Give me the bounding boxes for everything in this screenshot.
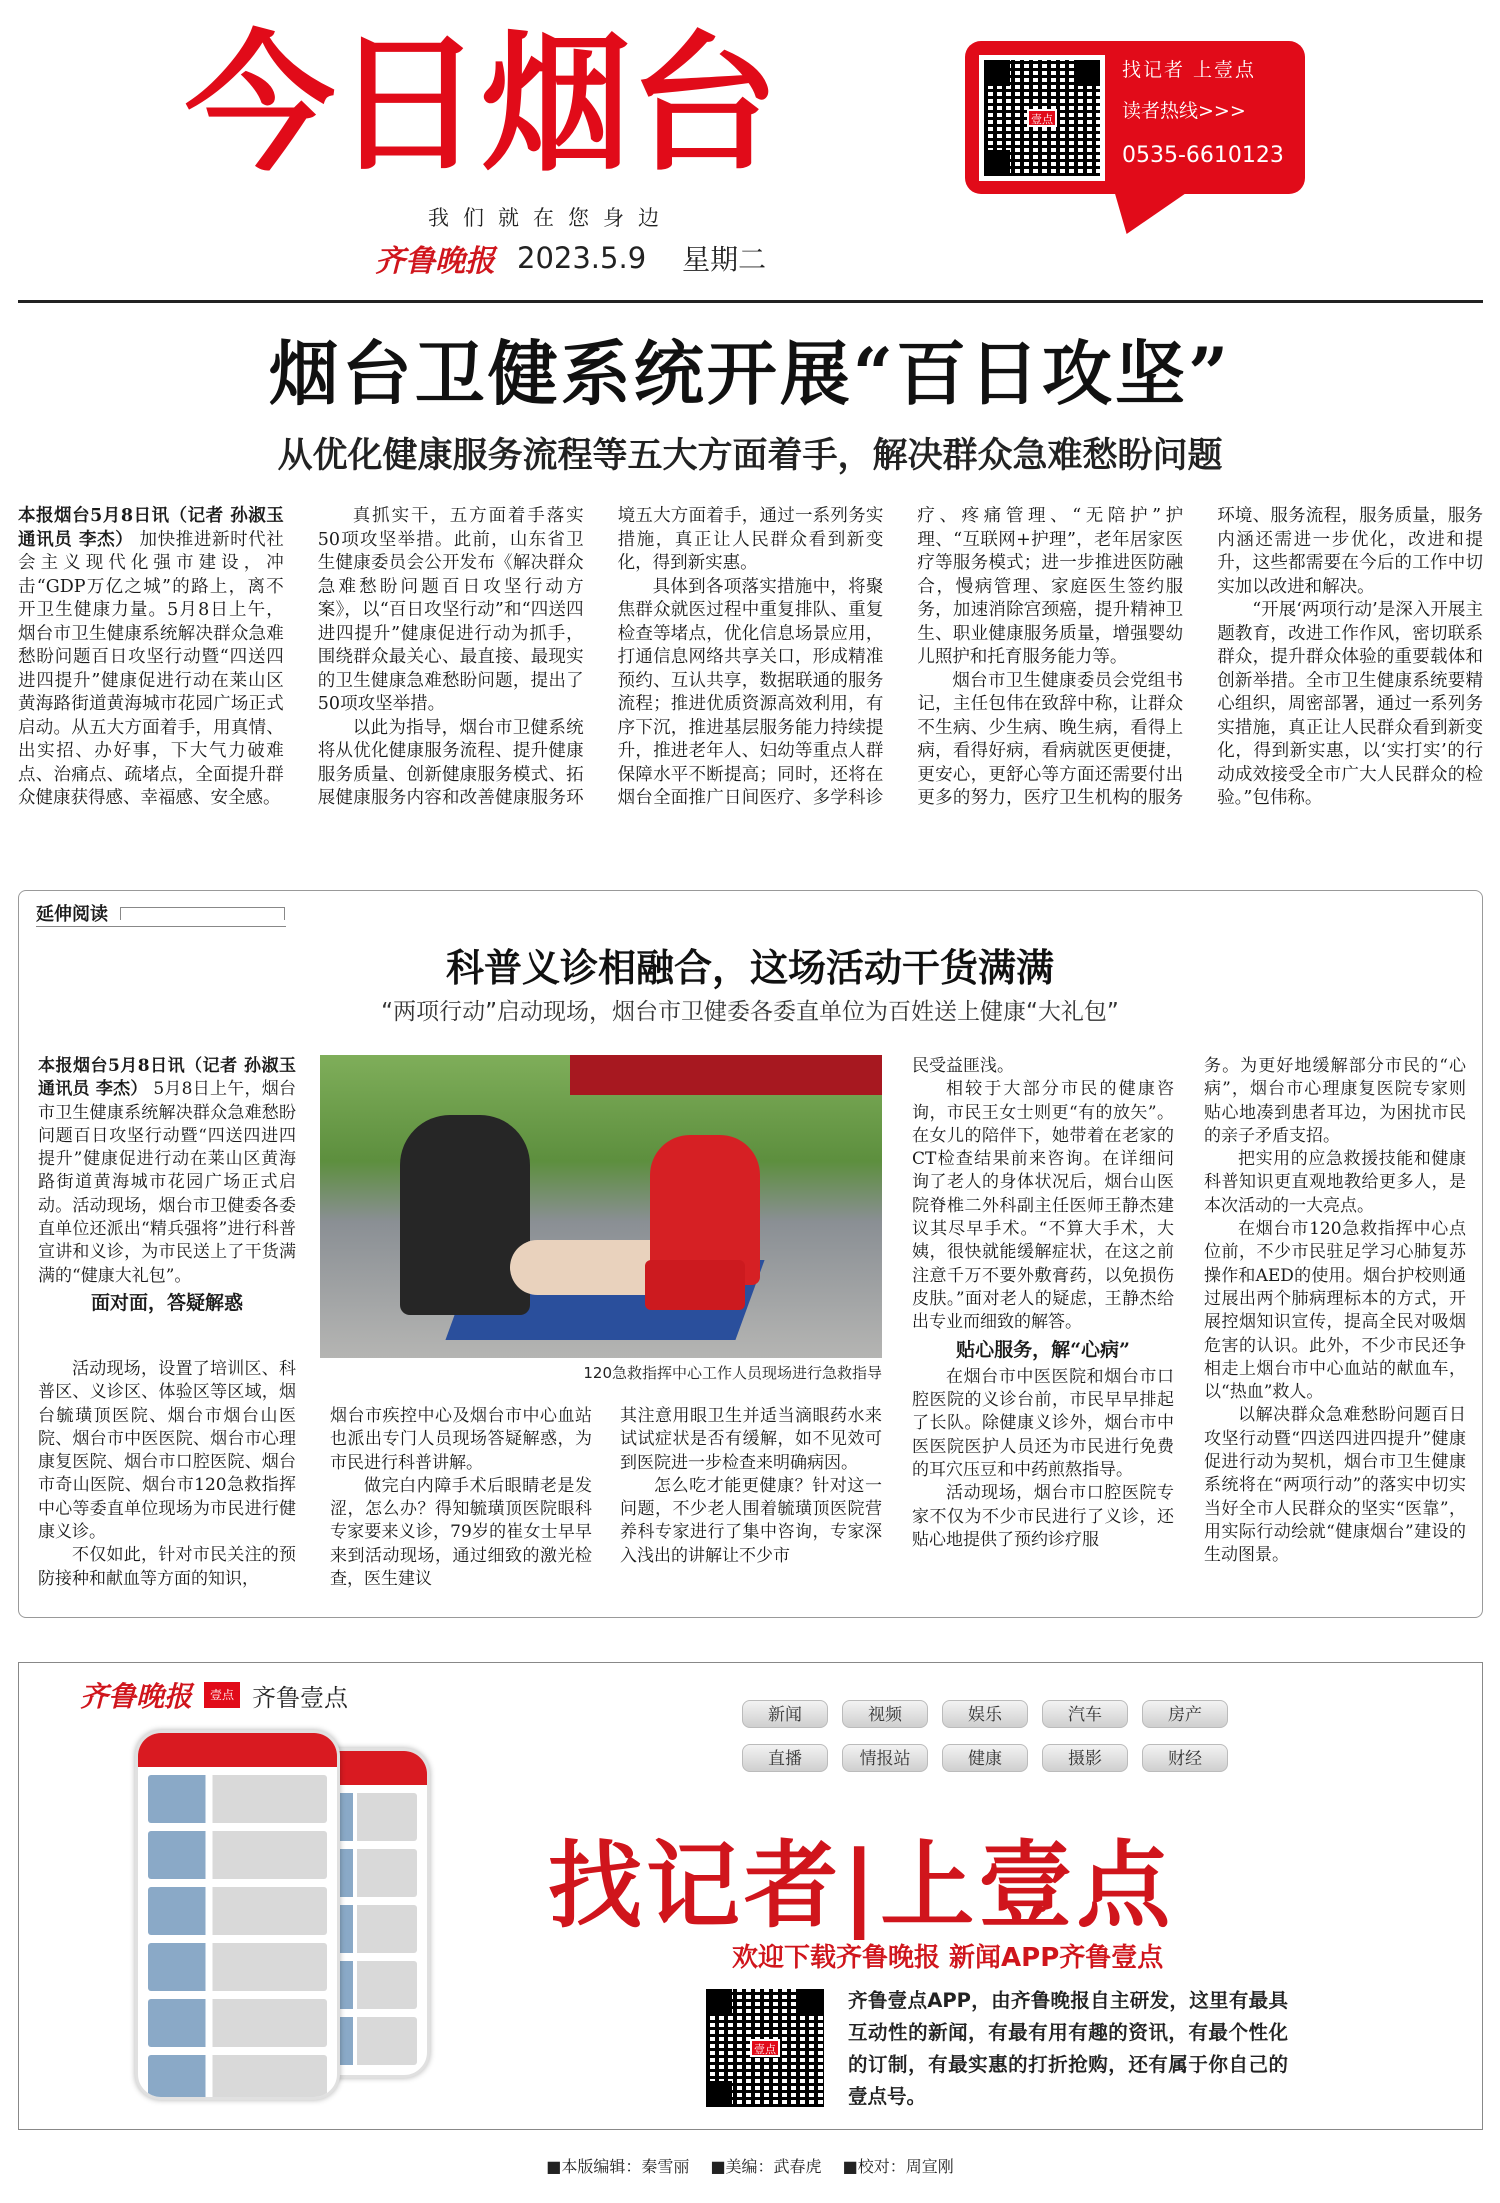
newspaper-logo: 今日烟台 — [185, 18, 778, 192]
extended-column-5 — [1204, 1055, 1466, 1607]
extended-column-1 — [38, 1055, 296, 1345]
article-paragraph: 以此为指导，烟台市卫健系统将从优化健康服务流程、提升健康服务质量、创新健康服务模式、拓展健康服务内容和改善健康服务环境五大方面着手，通过一系列务实措施，真正让人民群众看到新变化，得到新实惠。 — [317, 506, 884, 808]
paper-name: 齐鲁晚报 — [375, 244, 495, 279]
news-photo[interactable] — [320, 1055, 882, 1358]
masthead — [0, 0, 1500, 300]
main-subheadline: 从优化健康服务流程等五大方面着手，解决群众急难愁盼问题 — [277, 436, 1223, 476]
app-logo-icon: 壹点 — [204, 1682, 240, 1708]
main-article — [18, 505, 1483, 835]
article-paragraph — [18, 505, 284, 811]
dateline: 本报烟台5月8日讯（记者 孙淑玉 通讯员 李杰） — [38, 1056, 296, 1100]
photo-caption: 120急救指挥中心工作人员现场进行急救指导 — [583, 1364, 882, 1382]
photo-person-kneeling — [400, 1115, 530, 1315]
ad-download-line: 欢迎下载齐鲁晚报 新闻APP齐鲁壹点 — [732, 1943, 1164, 1973]
article-paragraph: 烟台市疾控中心及烟台市中心血站也派出专门人员现场答疑解惑，为市民进行科普讲解。 — [330, 1406, 592, 1473]
ad-tag[interactable]: 财经 — [1142, 1744, 1228, 1772]
photo-first-aid-kit — [645, 1260, 745, 1310]
article-paragraph: 烟台市卫生健康委员会党组书记，主任包伟在致辞中称，让群众不生病、少生病、晚生病，看得上病，看得好病，看病就医更便捷，更安心，更舒心等方面还需要付出更多的努力，医疗卫生机构的服务环境、服务流程，服务质量，服务内涵还需进一步优化，改进和提升，这些都需要在今后的工作中切实加以改进和解决。 — [917, 506, 1483, 808]
article-paragraph: 在烟台市中医医院和烟台市口腔医院的义诊台前，市民早早排起了长队。除健康义诊外，烟台市中医医院医护人员还为市民进行免费的耳穴压豆和中药煎熬指导。 — [912, 1366, 1174, 1481]
extended-column-4 — [912, 1055, 1174, 1607]
article-paragraph: 做完白内障手术后眼睛老是发涩，怎么办？得知毓璜顶医院眼科专家要来义诊，79岁的崔女士早早来到活动现场，通过细致的激光检查，医生建议 — [330, 1475, 592, 1590]
ad-tag[interactable]: 新闻 — [742, 1700, 828, 1728]
ad-brand — [80, 1675, 348, 1715]
extended-column-1b — [38, 1358, 296, 1608]
hotline-label: 读者热线>>> — [1122, 100, 1246, 122]
paragraph-text: 加快推进新时代社会主义现代化强市建设，冲击“GDP万亿之城”的路上，离不开卫生健康力量。5月8日上午，烟台市卫生健康系统解决群众急难愁盼问题百日攻坚行动暨“四送四进四提升”健康促进行动在莱山区黄海路街道黄海城市花园广场正式启动。从五大方面着手，用真情、出实招、办好事，下大气力破难点、治痛点、疏堵点，全面提升群众健康获得感、幸福感、安全感。 — [18, 529, 284, 808]
ad-category-tags — [742, 1700, 1212, 1772]
article-paragraph: 把实用的应急救援技能和健康科普知识更直观地教给更多人，是本次活动的一大亮点。 — [1204, 1149, 1466, 1216]
extended-column-3 — [620, 1405, 882, 1605]
ad-tag[interactable]: 娱乐 — [942, 1700, 1028, 1728]
extended-column-2 — [330, 1405, 592, 1605]
ad-tag[interactable]: 健康 — [942, 1744, 1028, 1772]
hotline-text — [1122, 55, 1284, 168]
slogan: 我们就在您身边 — [428, 206, 673, 230]
article-paragraph: 活动现场，烟台市口腔医院专家不仅为不少市民进行了义诊，还贴心地提供了预约诊疗服 — [912, 1483, 1174, 1550]
date-bar — [375, 236, 766, 280]
hotline-title: 找记者 上壹点 — [1122, 59, 1257, 81]
section-heading: 贴心服务，解“心病” — [956, 1338, 1130, 1361]
article-paragraph: 怎么吃才能更健康？针对这一问题，不少老人围着毓璜顶医院营养科专家进行了集中咨询，专家深入浅出的讲解让不少市 — [620, 1475, 882, 1566]
credit-editor: ■本版编辑：秦雪丽 — [546, 2157, 690, 2176]
ad-tag[interactable]: 视频 — [842, 1700, 928, 1728]
credit-designer: ■美编：武春虎 — [710, 2157, 822, 2176]
ad-tag[interactable]: 房产 — [1142, 1700, 1228, 1728]
ad-brand-app: 齐鲁壹点 — [252, 1683, 349, 1712]
ad-slogan: 找记者|上壹点 — [548, 1832, 1175, 1941]
extended-headline: 科普义诊相融合，这场活动干货满满 — [445, 945, 1054, 990]
app-qr-code-icon[interactable] — [702, 1985, 828, 2111]
article-paragraph: 务。为更好地缓解部分市民的“心病”，烟台市心理康复医院专家则贴心地凑到患者耳边，为困扰市民的亲子矛盾支招。 — [1204, 1056, 1466, 1146]
dateline: 本报烟台5月8日讯（记者 孙淑玉 通讯员 李杰） — [18, 506, 284, 550]
issue-date: 2023.5.9 — [517, 241, 647, 275]
ad-tag[interactable]: 汽车 — [1042, 1700, 1128, 1728]
qr-code-icon[interactable] — [979, 55, 1105, 181]
speech-bubble-tail — [1097, 188, 1194, 234]
article-paragraph: 活动现场，设置了培训区、科普区、义诊区、体验区等区域，烟台毓璜顶医院、烟台市烟台山医院、烟台市中医医院、烟台市心理康复医院、烟台市口腔医院、烟台市奇山医院、烟台市120急救指挥中心等委直单位现场为市民进行健康义诊。 — [38, 1359, 296, 1543]
issue-weekday: 星期二 — [682, 243, 767, 276]
article-paragraph — [38, 1055, 296, 1288]
article-paragraph: “开展‘两项行动’是深入开展主题教育，改进工作作风，密切联系群众，提升群众体验的重要载体和创新举措。全市卫生健康系统要精心组织，周密部署，通过一系列务实措施，真正让人民群众看到新变化，得到新实惠，以‘实打实’的行动成效接受全市广大人民群众的检验。”包伟称。 — [1217, 600, 1483, 808]
article-paragraph: 在烟台市120急救指挥中心点位前，不少市民驻足学习心肺复苏操作和AED的使用。烟台护校则通过展出两个肺病理标本的方式，开展控烟知识宣传，提高全民对吸烟危害的认识。此外，不少市民还争相走上烟台市中心血站的献血车，以“热血”救人。 — [1204, 1219, 1466, 1403]
qr-mark: 壹点 — [1027, 109, 1057, 127]
article-paragraph: 其注意用眼卫生并适当滴眼药水来试试症状是否有缓解，如不见效可到医院进一步检查来明确病因。 — [620, 1406, 882, 1473]
top-divider — [18, 300, 1483, 303]
extended-reading-label: 延伸阅读 — [36, 903, 286, 927]
article-paragraph: 不仅如此，针对市民关注的预防接种和献血等方面的知识， — [38, 1545, 296, 1589]
ad-tag[interactable]: 摄影 — [1042, 1744, 1128, 1772]
ad-tag[interactable]: 情报站 — [842, 1744, 928, 1772]
page-credits — [0, 2154, 1500, 2177]
paragraph-text: 5月8日上午，烟台市卫生健康系统解决群众急难愁盼问题百日攻坚行动暨“四送四进四提升”健康促进行动在莱山区黄海路街道黄海城市花园广场正式启动。活动现场，烟台市卫健委各委直单位还派出“精兵强将”进行科普宣讲和义诊，为市民送上了干货满满的“健康大礼包”。 — [38, 1079, 296, 1286]
ad-tag[interactable]: 直播 — [742, 1744, 828, 1772]
main-headline: 烟台卫健系统开展“百日攻坚” — [268, 332, 1232, 415]
phone-mockup-front — [135, 1730, 340, 2100]
extended-subheadline: “两项行动”启动现场，烟台市卫健委各委直单位为百姓送上健康“大礼包” — [381, 999, 1119, 1025]
article-paragraph: 民受益匪浅。 — [912, 1056, 1014, 1076]
ad-brand-paper: 齐鲁晚报 — [80, 1680, 193, 1713]
credit-proofreader: ■校对：周宣刚 — [842, 2157, 954, 2176]
article-paragraph: 真抓实干，五方面着手落实50项攻坚举措。此前，山东省卫生健康委员会公开发布《解决群众急难愁盼问题百日攻坚行动方案》，以“百日攻坚行动”和“四送四进四提升”健康促进行动为抓手，围绕群众最关心、最直接、最现实的卫生健康急难愁盼问题，提出了50项攻坚举措。 — [317, 506, 584, 714]
ad-description: 齐鲁壹点APP，由齐鲁晚报自主研发，这里有最具互动性的新闻，有最有用有趣的资讯，有最个性化的订制，有最实惠的打折抢购，还有属于你自己的壹点号。 — [848, 1989, 1288, 2108]
article-paragraph: 具体到各项落实措施中，将聚焦群众就医过程中重复排队、重复检查等堵点，优化信息场景应用，打通信息网络共享关口，形成精准预约、互认共享，数据联通的服务流程；推进优质资源高效利用，有序下沉，推进基层服务能力持续提升，推进老年人、妇幼等重点人群保障水平不断提高；同时，还将在烟台全面推广日间医疗、多学科诊疗、疼痛管理、“无陪护”护理、“互联网+护理”，老年居家医疗等服务模式；进一步推进医防融合，慢病管理、家庭医生签约服务，加速消除宫颈癌，提升精神卫生、职业健康服务质量，增强婴幼儿照护和托育服务能力等。 — [617, 506, 1184, 808]
hotline-number[interactable]: 0535-6610123 — [1122, 143, 1284, 168]
article-paragraph: 相较于大部分市民的健康咨询，市民王女士则更“有的放矢”。在女儿的陪伴下，她带着在老家的CT检查结果前来咨询。在详细问询了老人的身体状况后，烟台山医院脊椎二外科副主任医师王静杰建议其尽早手术。“不算大手术，大姨，很快就能缓解症状，在这之前注意千万不要外敷膏药，以免损伤皮肤。”面对老人的疑虑，王静杰给出专业而细致的解答。 — [912, 1079, 1174, 1333]
hotline-box — [965, 41, 1305, 194]
section-heading: 面对面，答疑解惑 — [90, 1291, 243, 1314]
article-paragraph: 以解决群众急难愁盼问题百日攻坚行动暨“四送四进四提升”健康促进行动为契机，烟台市卫生健康系统将在“两项行动”的落实中切实当好全市人民群众的坚实“医靠”，用实际行动绘就“健康烟台”建设的生动图景。 — [1204, 1405, 1466, 1566]
qr-mark: 壹点 — [750, 2039, 780, 2057]
photo-tent — [570, 1055, 882, 1095]
